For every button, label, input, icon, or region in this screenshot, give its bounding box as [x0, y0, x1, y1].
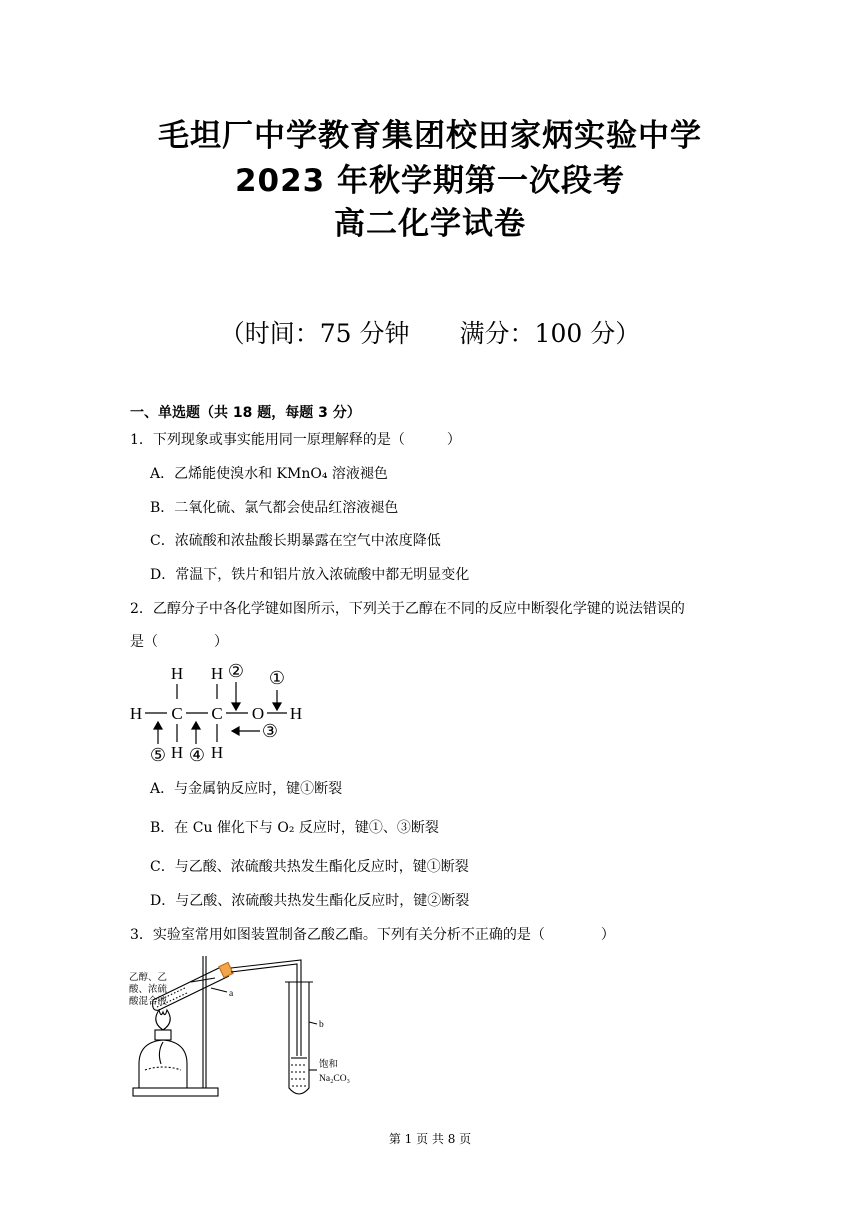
bond-label-2: ② — [227, 661, 245, 681]
q2-option-d: D．与乙酸、浓硫酸共热发生酯化反应时，键②断裂 — [150, 893, 470, 909]
q1-stem: 1．下列现象或事实能用同一原理解释的是（ ） — [130, 432, 461, 448]
label-solution-line1: 饱和 — [319, 1060, 339, 1070]
q1-option-d: D．常温下，铁片和铝片放入浓硫酸中都无明显变化 — [150, 567, 470, 583]
bond-label-1: ① — [268, 668, 286, 688]
page-footer: 第 1 页 共 8 页 — [388, 1132, 472, 1146]
ethanol-bond-diagram — [125, 658, 315, 766]
atom-h-left: H — [129, 704, 143, 723]
title-line-1: 毛坦厂中学教育集团校田家炳实验中学 — [158, 118, 702, 154]
bond-label-3: ③ — [261, 721, 279, 741]
q2-stem-line1: 2．乙醇分子中各化学键如图所示，下列关于乙醇在不同的反应中断裂化学键的说法错误的 — [130, 601, 685, 617]
title-line-2: 2023 年秋学期第一次段考 — [234, 163, 626, 199]
q2-stem-line2: 是（ ） — [130, 634, 228, 650]
atom-h-right: H — [289, 704, 303, 723]
q1-option-b: B．二氧化硫、氯气都会使品红溶液褪色 — [150, 500, 399, 516]
atom-h-bottom-1: H — [170, 743, 184, 762]
bond-label-4: ④ — [188, 745, 206, 765]
label-mixture-line2: 酸、浓硫 — [129, 985, 168, 995]
time-info: （时间：75 分钟 满分：100 分） — [219, 319, 641, 348]
label-solution-line2: Na₂CO₃ — [319, 1074, 350, 1084]
ester-apparatus-diagram — [125, 952, 365, 1104]
atom-h-bottom-2: H — [210, 743, 224, 762]
atom-c-2: C — [211, 704, 223, 723]
q2-option-a: A．与金属钠反应时，键①断裂 — [150, 781, 343, 797]
section-heading: 一、单选题（共 18 题，每题 3 分） — [130, 405, 361, 421]
label-mixture-line1: 乙醇、乙 — [129, 973, 168, 983]
q1-option-c: C．浓硫酸和浓盐酸长期暴露在空气中浓度降低 — [150, 533, 441, 549]
atom-h-top-1: H — [170, 664, 184, 683]
q1-option-a: A．乙烯能使溴水和 KMnO₄ 溶液褪色 — [150, 466, 388, 482]
atom-h-top-2: H — [210, 664, 224, 683]
q2-option-b: B．在 Cu 催化下与 O₂ 反应时，键①、③断裂 — [150, 820, 439, 836]
label-b: b — [319, 1020, 324, 1030]
atom-c-1: C — [171, 704, 183, 723]
label-mixture-line3: 酸混合液 — [129, 997, 168, 1007]
q3-stem: 3．实验室常用如图装置制备乙酸乙酯。下列有关分析不正确的是（ ） — [130, 927, 615, 943]
atom-o: O — [251, 704, 265, 723]
bond-label-5: ⑤ — [149, 745, 167, 765]
label-a: a — [229, 989, 234, 999]
q2-option-c: C．与乙酸、浓硫酸共热发生酯化反应时，键①断裂 — [150, 859, 469, 875]
title-line-3: 高二化学试卷 — [334, 206, 526, 242]
